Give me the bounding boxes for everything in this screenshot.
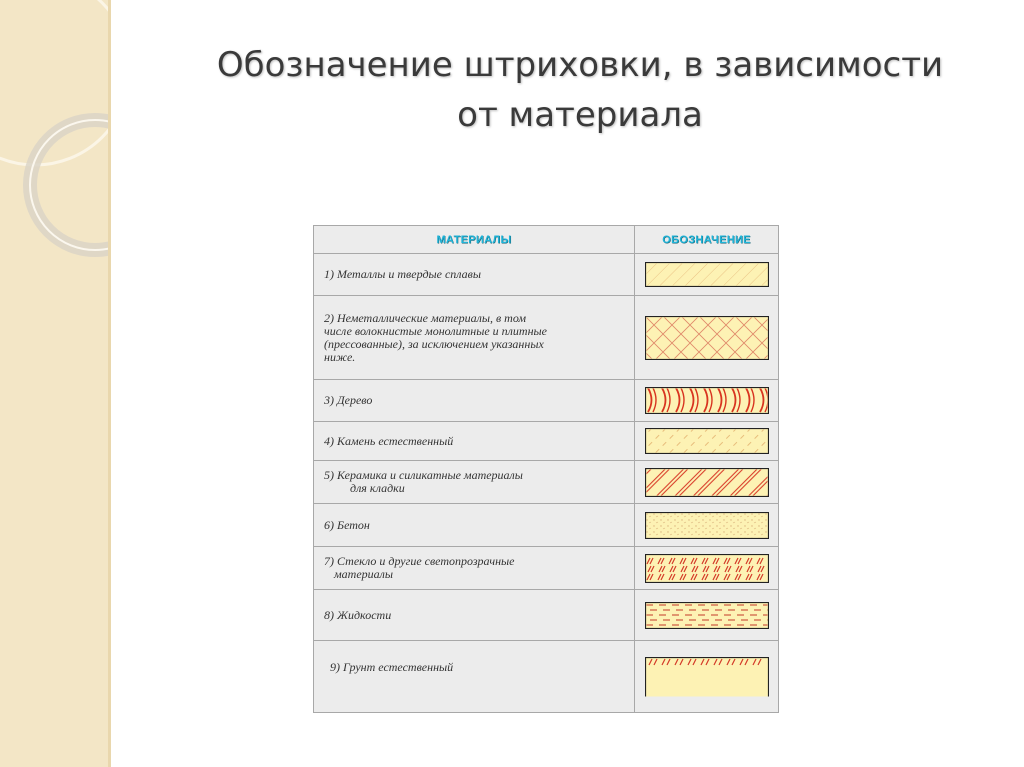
wood-hatch-swatch [645, 387, 769, 414]
material-name-line: 2) Неметаллические материалы, в том [324, 310, 527, 325]
material-name-line: для кладки [350, 481, 405, 495]
non-metal-cross-hatch-swatch [645, 316, 769, 360]
hatch-symbol-cell [635, 296, 779, 380]
ceramic-hatch-swatch [645, 468, 769, 497]
concrete-hatch-swatch [645, 512, 769, 539]
slide-title [150, 40, 1010, 140]
material-name [314, 461, 635, 504]
material-name [314, 380, 635, 422]
table-row [314, 461, 779, 504]
table-row [314, 641, 779, 713]
hatch-symbol-cell [635, 547, 779, 590]
hatch-symbol-cell [635, 641, 779, 713]
materials-header: МАТЕРИАЛЫ [314, 226, 635, 254]
hatch-symbol-cell [635, 380, 779, 422]
table-row [314, 590, 779, 641]
hatch-symbol-cell [635, 254, 779, 296]
material-name-line: 6) Бетон [324, 517, 370, 532]
material-name [314, 422, 635, 461]
material-name [314, 590, 635, 641]
table-row [314, 547, 779, 590]
table-row [314, 422, 779, 461]
liquid-hatch-swatch [645, 602, 769, 629]
table-row [314, 254, 779, 296]
slide-title-line: от материала [457, 95, 703, 135]
material-name-line: 5) Керамика и силикатные материалы [324, 468, 523, 482]
glass-hatch-swatch [645, 554, 769, 583]
material-name-line: ниже. [324, 349, 356, 364]
material-name-line: материалы [334, 567, 394, 581]
symbol-header: ОБОЗНАЧЕНИЕ [635, 226, 779, 254]
hatch-symbol-cell [635, 590, 779, 641]
sidebar-circles-decoration [0, 0, 111, 767]
table-row [314, 380, 779, 422]
material-name-line: (прессованные), за исключением указанных [324, 336, 544, 351]
metal-hatch-swatch [645, 262, 769, 287]
sidebar-edge [108, 0, 111, 767]
material-name [314, 641, 635, 713]
table-header-row [314, 226, 779, 254]
material-name-line: 9) Грунт естественный [330, 660, 454, 674]
material-name-line: числе волокнистые монолитные и плитные [324, 323, 547, 338]
material-name-line: 1) Металлы и твердые сплавы [324, 267, 482, 281]
table-row [314, 504, 779, 547]
soil-hatch-swatch [645, 657, 769, 697]
hatch-symbol-cell [635, 504, 779, 547]
material-name [314, 296, 635, 380]
material-name-line: 3) Дерево [324, 393, 373, 407]
material-name [314, 254, 635, 296]
material-name [314, 547, 635, 590]
hatch-symbol-cell [635, 461, 779, 504]
material-name [314, 504, 635, 547]
hatch-symbol-cell [635, 422, 779, 461]
stone-hatch-swatch [645, 428, 769, 454]
material-name-line: 8) Жидкости [324, 607, 392, 622]
decorative-sidebar [0, 0, 111, 767]
slide-title-line: Обозначение штриховки, в зависимости [216, 45, 944, 85]
material-name-line: 4) Камень естественный [324, 433, 454, 448]
materials-table [313, 225, 779, 713]
table-row [314, 296, 779, 380]
material-name-line: 7) Стекло и другие светопрозрачные [324, 554, 515, 568]
